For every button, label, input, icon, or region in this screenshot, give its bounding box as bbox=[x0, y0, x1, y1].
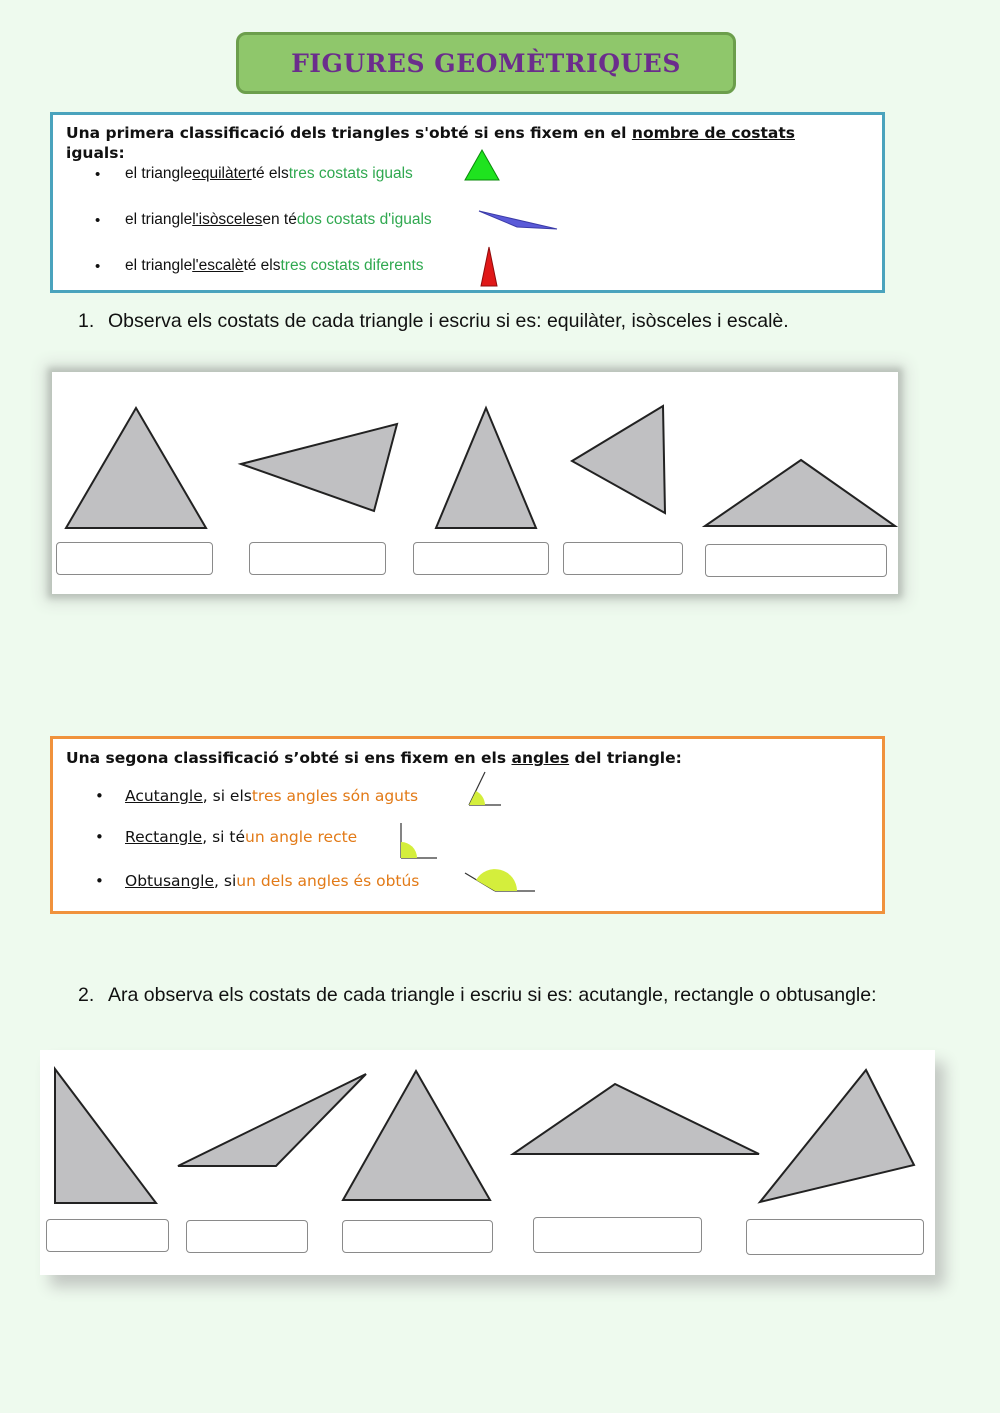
answer-input-5[interactable] bbox=[705, 544, 887, 577]
answer-input-4[interactable] bbox=[563, 542, 683, 575]
exercise-2-instruction: 2. Ara observa els costats de cada triangle i escriu si es: acutangle, rectangle o obtusangle: bbox=[78, 984, 877, 1006]
page-title: FIGURES GEOMÈTRIQUES bbox=[291, 48, 681, 78]
answer-input-9[interactable] bbox=[533, 1217, 702, 1253]
list-item-isosceles: • el triangle l'isòsceles en té dos costats d'iguals bbox=[95, 211, 432, 229]
title-banner bbox=[236, 32, 736, 94]
answer-input-10[interactable] bbox=[746, 1219, 924, 1255]
triangle-10 bbox=[760, 1070, 914, 1202]
exercise-1-instruction: 1. Observa els costats de cada triangle i escriu si es: equilàter, isòsceles i escalè. bbox=[78, 310, 789, 332]
scalene-triangle-icon bbox=[477, 245, 501, 289]
answer-input-2[interactable] bbox=[249, 542, 386, 575]
list-item-acutangle: • Acutangle , si els tres angles són aguts bbox=[95, 787, 419, 805]
answer-input-7[interactable] bbox=[186, 1220, 308, 1253]
obtuse-angle-icon bbox=[463, 869, 539, 895]
triangle-8 bbox=[343, 1071, 490, 1200]
triangle-1 bbox=[66, 408, 206, 528]
equilateral-triangle-icon bbox=[463, 148, 501, 182]
angles-key-term: angles bbox=[511, 749, 570, 767]
exercise-1-panel bbox=[52, 372, 898, 594]
list-item-rectangle: • Rectangle , si té un angle recte bbox=[95, 828, 358, 846]
answer-input-6[interactable] bbox=[46, 1219, 169, 1252]
list-item-scalene: • el triangle l'escalè té els tres costats diferents bbox=[95, 257, 424, 275]
sides-classification-box bbox=[50, 112, 885, 293]
triangle-6 bbox=[55, 1069, 156, 1203]
answer-input-8[interactable] bbox=[342, 1220, 493, 1253]
list-item-equilateral: • el triangle equilàter té els tres costats iguals bbox=[95, 165, 413, 183]
right-angle-icon bbox=[397, 821, 439, 861]
sides-intro-text: Una primera classificació dels triangles s'obté si ens fixem en el nombre de costats iguals: bbox=[66, 124, 795, 162]
triangle-9 bbox=[513, 1084, 759, 1154]
list-item-obtusangle: • Obtusangle , si un dels angles és obtús bbox=[95, 872, 420, 890]
angles-classification-box bbox=[50, 736, 885, 914]
triangle-7 bbox=[178, 1074, 366, 1166]
triangle-5 bbox=[705, 460, 895, 526]
answer-input-3[interactable] bbox=[413, 542, 549, 575]
answer-input-1[interactable] bbox=[56, 542, 213, 575]
acute-angle-icon bbox=[465, 769, 509, 809]
triangle-4 bbox=[572, 406, 665, 513]
angles-intro-text: Una segona classificació s’obté si ens fixem en els angles del triangle: bbox=[66, 749, 682, 767]
exercise-2-panel bbox=[40, 1050, 935, 1275]
isosceles-triangle-icon bbox=[477, 209, 561, 231]
triangle-3 bbox=[436, 408, 536, 528]
triangle-2 bbox=[241, 424, 397, 511]
sides-key-term: nombre de costats bbox=[631, 124, 795, 142]
